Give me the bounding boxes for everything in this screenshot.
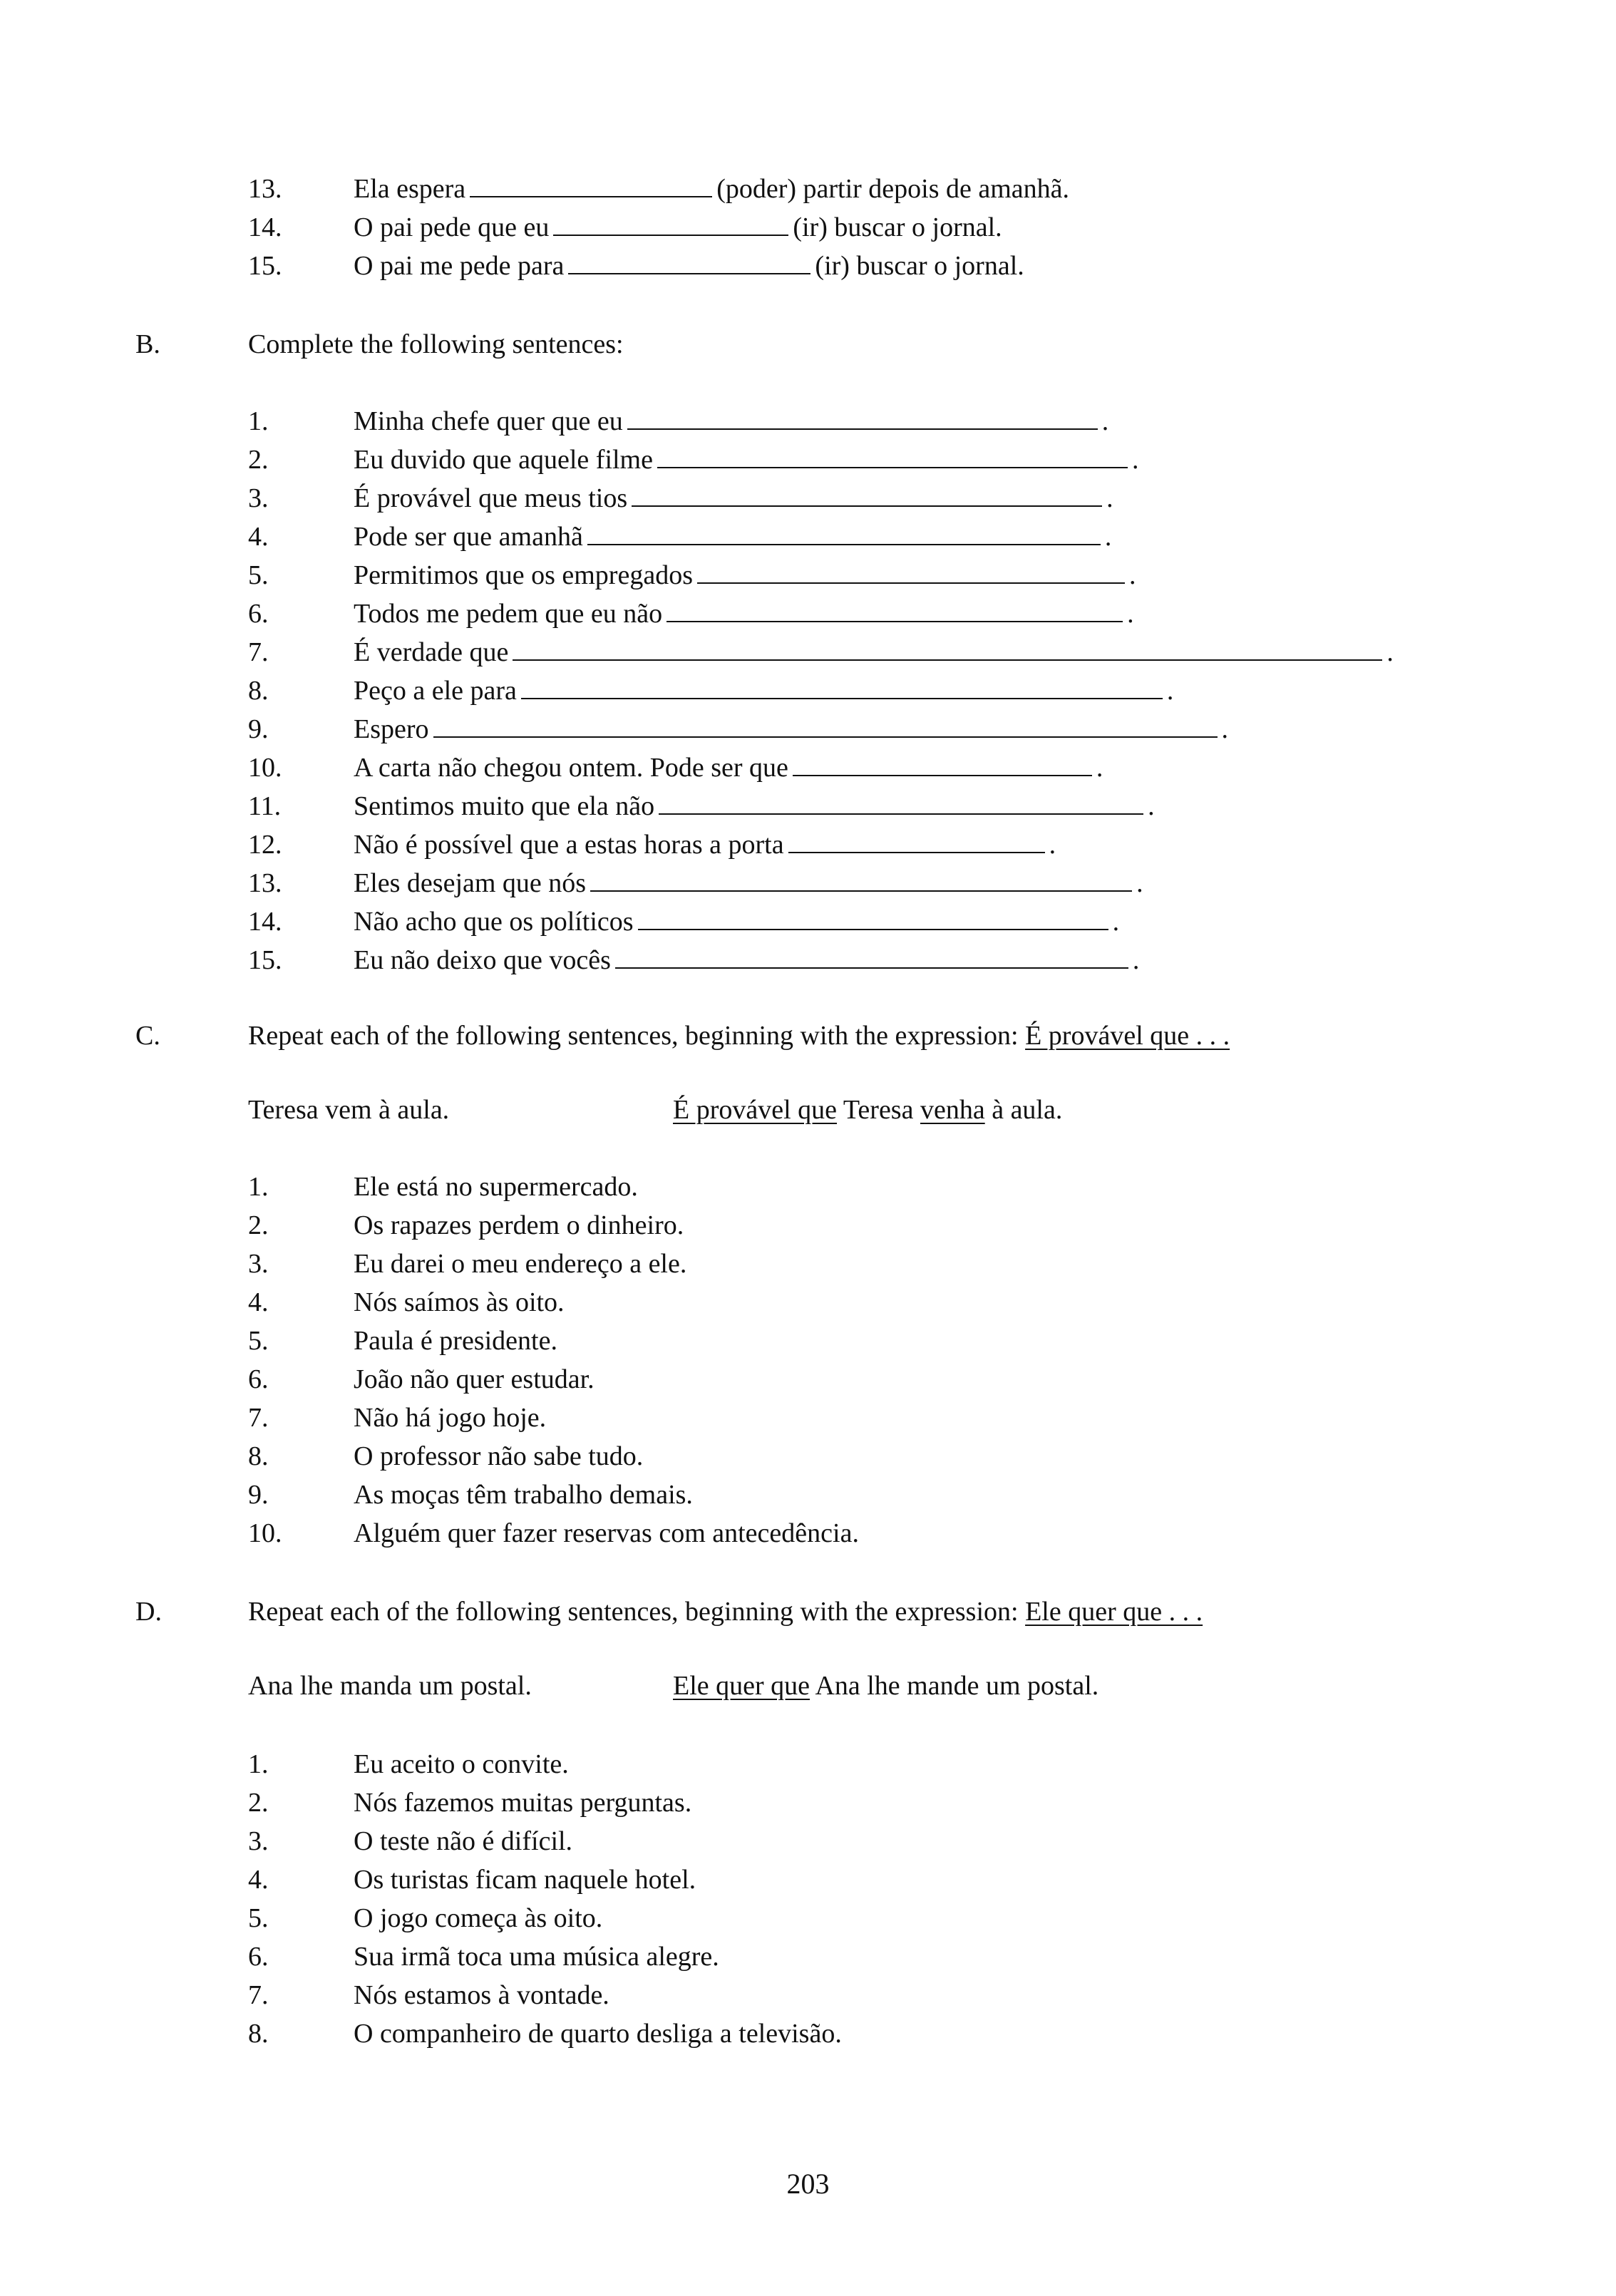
item-number: 4.: [248, 1865, 269, 1895]
item-number: 2.: [248, 1788, 269, 1818]
answer-blank: [632, 480, 1102, 507]
item-text: Todos me pedem que eu não .: [354, 594, 1134, 633]
example-original: Teresa vem à aula.: [248, 1095, 450, 1125]
item-text: Eles desejam que nós .: [354, 864, 1143, 902]
item-number: 4.: [248, 1287, 269, 1317]
item-text: Minha chefe quer que eu .: [354, 402, 1108, 441]
item-number: 9.: [248, 1480, 269, 1510]
answer-blank: [659, 788, 1143, 815]
item-number: 4.: [248, 522, 269, 552]
item-number: 5.: [248, 1326, 269, 1356]
item-text: Eu aceito o convite.: [354, 1749, 569, 1779]
item-text: Nós fazemos muitas perguntas.: [354, 1788, 692, 1818]
item-text: Não é possível que a estas horas a porta .: [354, 825, 1056, 864]
answer-blank: [793, 749, 1092, 776]
section-letter: C.: [135, 1021, 160, 1051]
item-text: É provável que meus tios .: [354, 479, 1113, 518]
answer-blank: [568, 247, 810, 274]
item-text: Ele está no supermercado.: [354, 1172, 638, 1202]
item-text: Eu darei o meu endereço a ele.: [354, 1249, 687, 1279]
item-number: 6.: [248, 1364, 269, 1394]
item-text: O jogo começa às oito.: [354, 1903, 603, 1933]
section-letter: D.: [135, 1597, 162, 1627]
item-number: 3.: [248, 1826, 269, 1856]
item-number: 7.: [248, 1980, 269, 2010]
item-text: A carta não chegou ontem. Pode ser que .: [354, 748, 1103, 787]
item-text: Nós saímos às oito.: [354, 1287, 565, 1317]
answer-blank: [553, 209, 788, 236]
item-text: É verdade que .: [354, 633, 1394, 671]
section-instruction: Complete the following sentences:: [248, 329, 624, 359]
item-text: Permitimos que os empregados .: [354, 556, 1136, 594]
answer-blank: [627, 403, 1098, 430]
item-text: O professor não sabe tudo.: [354, 1441, 644, 1471]
answer-blank: [615, 942, 1128, 969]
item-text: Peço a ele para .: [354, 671, 1173, 710]
item-number: 8.: [248, 2019, 269, 2049]
item-number: 8.: [248, 676, 269, 706]
answer-blank: [513, 634, 1382, 661]
answer-blank: [521, 672, 1163, 699]
section-letter: B.: [135, 329, 160, 359]
answer-blank: [433, 711, 1218, 738]
item-number: 1.: [248, 1172, 269, 1202]
item-number: 11.: [248, 791, 282, 821]
item-number: 3.: [248, 483, 269, 513]
item-text: Alguém quer fazer reservas com antecedência.: [354, 1518, 859, 1548]
answer-blank: [788, 826, 1045, 853]
item-number: 1.: [248, 1749, 269, 1779]
item-number: 8.: [248, 1441, 269, 1471]
item-text: Os rapazes perdem o dinheiro.: [354, 1210, 684, 1240]
item-number: 9.: [248, 714, 269, 744]
item-text: João não quer estudar.: [354, 1364, 595, 1394]
item-number: 7.: [248, 1403, 269, 1433]
item-text: Eu não deixo que vocês .: [354, 941, 1139, 979]
item-text: Espero .: [354, 710, 1228, 748]
item-number: 12.: [248, 830, 282, 860]
answer-blank: [470, 170, 712, 197]
item-text: O teste não é difícil.: [354, 1826, 573, 1856]
item-number: 5.: [248, 560, 269, 590]
example-original: Ana lhe manda um postal.: [248, 1671, 532, 1701]
item-number: 13.: [248, 868, 282, 898]
example-answer: É provável que Teresa venha à aula.: [673, 1095, 1063, 1125]
answer-blank: [667, 595, 1123, 622]
item-number: 10.: [248, 1518, 282, 1548]
item-text: Nós estamos à vontade.: [354, 1980, 609, 2010]
item-text: Paula é presidente.: [354, 1326, 557, 1356]
item-text: Eu duvido que aquele filme .: [354, 441, 1139, 479]
example-answer: Ele quer que Ana lhe mande um postal.: [673, 1671, 1099, 1701]
item-number: 14.: [248, 212, 282, 242]
item-number: 1.: [248, 406, 269, 436]
section-instruction: Repeat each of the following sentences, beginning with the expression: Ele quer que . . .: [248, 1597, 1203, 1627]
item-text: Os turistas ficam naquele hotel.: [354, 1865, 696, 1895]
item-text: As moças têm trabalho demais.: [354, 1480, 693, 1510]
item-text: Ela espera (poder) partir depois de amanhã.: [354, 170, 1069, 208]
answer-blank: [697, 557, 1125, 584]
item-number: 2.: [248, 1210, 269, 1240]
item-text: Não há jogo hoje.: [354, 1403, 547, 1433]
item-number: 7.: [248, 637, 269, 667]
item-number: 15.: [248, 945, 282, 975]
item-number: 14.: [248, 907, 282, 937]
answer-blank: [587, 518, 1101, 545]
item-number: 6.: [248, 599, 269, 629]
item-text: O companheiro de quarto desliga a televisão.: [354, 2019, 842, 2049]
item-number: 5.: [248, 1903, 269, 1933]
answer-blank: [590, 865, 1132, 892]
item-text: O pai me pede para (ir) buscar o jornal.: [354, 247, 1024, 285]
item-text: O pai pede que eu (ir) buscar o jornal.: [354, 208, 1002, 247]
item-text: Não acho que os políticos .: [354, 902, 1119, 941]
answer-blank: [657, 441, 1128, 468]
item-text: Pode ser que amanhã .: [354, 518, 1111, 556]
item-text: Sentimos muito que ela não .: [354, 787, 1155, 825]
item-number: 2.: [248, 445, 269, 475]
key-expression: Ele quer que . . .: [1025, 1597, 1203, 1627]
key-expression: É provável que . . .: [1025, 1021, 1230, 1051]
section-instruction: Repeat each of the following sentences, beginning with the expression: É provável que . . .: [248, 1021, 1230, 1051]
item-text: Sua irmã toca uma música alegre.: [354, 1942, 719, 1972]
item-number: 3.: [248, 1249, 269, 1279]
answer-blank: [638, 903, 1108, 930]
item-number: 6.: [248, 1942, 269, 1972]
page-number: 203: [786, 2168, 830, 2200]
item-number: 13.: [248, 174, 282, 204]
item-number: 15.: [248, 251, 282, 281]
item-number: 10.: [248, 753, 282, 783]
